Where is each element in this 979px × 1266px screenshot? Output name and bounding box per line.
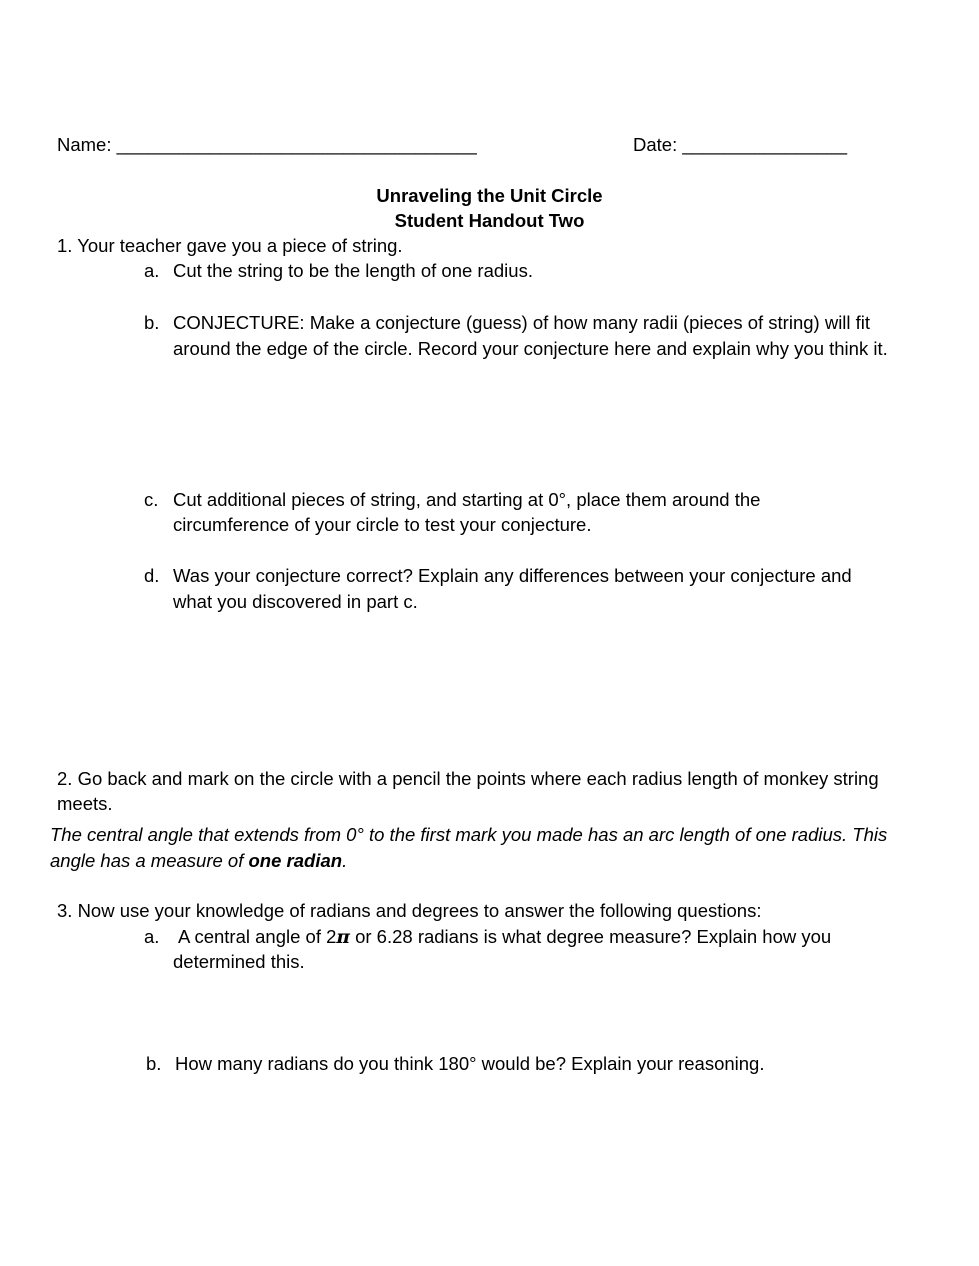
question-1d-label: d. xyxy=(144,565,160,586)
question-1c-label: c. xyxy=(144,489,159,510)
question-3a-label: a. xyxy=(144,926,160,947)
question-3b-label: b. xyxy=(146,1053,162,1074)
question-1c-text-line1: Cut additional pieces of string, and starting at 0°, place them around the xyxy=(173,489,761,510)
page-subtitle: Student Handout Two xyxy=(394,210,585,231)
name-field[interactable]: Name: ___________________________________ xyxy=(57,134,477,155)
question-1b-text-line1: CONJECTURE: Make a conjecture (guess) of how many radii (pieces of string) will fit xyxy=(173,312,871,333)
question-3a-text-start: A central angle of 2 xyxy=(178,926,337,947)
date-field[interactable]: Date: ________________ xyxy=(633,134,847,155)
page-title: Unraveling the Unit Circle xyxy=(376,185,603,206)
question-1d-text-line2: what you discovered in part c. xyxy=(173,591,418,612)
question-2-stem-line1: 2. Go back and mark on the circle with a pencil the points where each radius length of monkey string xyxy=(57,768,879,789)
radian-note-period: . xyxy=(342,850,348,871)
question-3a-text-line2: determined this. xyxy=(173,951,305,972)
radian-note-line1: The central angle that extends from 0° to the first mark you made has an arc length of one radius. This xyxy=(50,824,888,845)
question-1-stem: 1. Your teacher gave you a piece of string. xyxy=(57,235,403,256)
question-3a-text-end: or 6.28 radians is what degree measure? Explain how you xyxy=(349,926,832,947)
question-1a-text: Cut the string to be the length of one radius. xyxy=(173,260,533,281)
radian-note-text: angle has a measure of xyxy=(50,850,249,871)
radian-term: one radian xyxy=(248,850,343,871)
question-2-stem-line2: meets. xyxy=(57,793,113,814)
question-3-stem: 3. Now use your knowledge of radians and degrees to answer the following questions: xyxy=(57,900,762,921)
question-3a-text-line1 xyxy=(178,924,831,950)
question-1b-text-line2: around the edge of the circle. Record your conjecture here and explain why you think it. xyxy=(173,338,888,359)
question-1d-text-line1: Was your conjecture correct? Explain any differences between your conjecture and xyxy=(173,565,852,586)
question-1b-label: b. xyxy=(144,312,160,333)
question-1c-text-line2: circumference of your circle to test your conjecture. xyxy=(173,514,592,535)
question-3b-text: How many radians do you think 180° would be? Explain your reasoning. xyxy=(175,1053,765,1074)
pi-symbol: π xyxy=(336,927,350,948)
radian-note-line2 xyxy=(50,848,347,873)
question-1a-label: a. xyxy=(144,260,160,281)
